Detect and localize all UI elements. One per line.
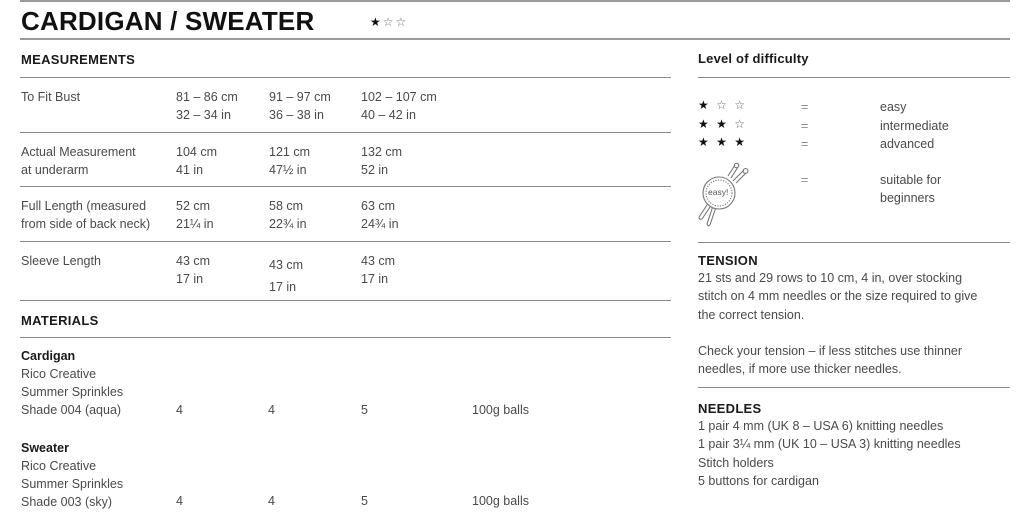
measurement-row-sleeve: Sleeve Length 43 cm 17 in 43 cm 17 in 43 cm 17 in xyxy=(21,254,396,294)
star-empty-icon: ☆ xyxy=(716,98,729,112)
divider xyxy=(20,337,671,338)
tension-section: TENSION 21 sts and 29 rows to 10 cm, 4 in, over stocking stitch on 4 mm needles or the size required to give the correct tension. Check your tension – if less stitches use thinner needles, if more use thicker needles. xyxy=(698,253,1010,378)
divider xyxy=(20,241,671,242)
quantity-unit: 100g balls xyxy=(472,403,529,417)
star-empty-icon: ☆ xyxy=(734,98,747,112)
divider xyxy=(698,387,1010,388)
needles-heading: NEEDLES xyxy=(698,401,762,416)
row-label: Sleeve Length xyxy=(21,254,101,268)
size-value: 102 – 107 cm xyxy=(361,90,437,104)
star-empty-icon: ☆ xyxy=(734,116,747,131)
divider xyxy=(20,77,671,78)
needles-section xyxy=(698,401,1010,490)
row-label: To Fit Bust xyxy=(21,90,81,104)
size-value: 43 cm xyxy=(361,254,396,268)
quantity-size-3: 5 xyxy=(361,494,368,508)
badge-text: easy! xyxy=(708,187,729,197)
difficulty-level-advanced: ★ ★ ★ = advanced xyxy=(698,135,1010,154)
star-filled-icon: ★ xyxy=(734,135,747,149)
star-filled-icon: ★ xyxy=(716,116,729,131)
row-label: Full Length (measured xyxy=(21,199,147,213)
material-sweater: Sweater Rico Creative Summer Sprinkles Shade 003 (sky) 4 4 5 100g balls xyxy=(21,439,671,511)
needle-item: Stitch holders xyxy=(698,455,774,470)
size-value: 43 cm xyxy=(269,258,304,272)
page-title: CARDIGAN / SWEATER xyxy=(21,6,315,36)
row-label: Actual Measurement xyxy=(21,145,136,159)
materials-heading: MATERIALS xyxy=(21,313,99,328)
quantity-unit: 100g balls xyxy=(472,494,529,508)
star-empty-icon: ☆ xyxy=(395,15,409,29)
size-value: 43 cm xyxy=(176,254,211,268)
quantity-size-1: 4 xyxy=(176,403,183,417)
needle-item: 1 pair 4 mm (UK 8 – USA 6) knitting needles xyxy=(698,419,944,433)
star-filled-icon: ★ xyxy=(370,15,383,29)
level-label: easy xyxy=(880,100,907,114)
star-filled-icon: ★ xyxy=(698,135,711,149)
title-rule xyxy=(20,38,1010,40)
size-value: 91 – 97 cm xyxy=(269,90,331,104)
material-name: Sweater xyxy=(21,441,69,455)
difficulty-legend xyxy=(698,98,1010,154)
easy-badge xyxy=(695,162,755,228)
level-label: advanced xyxy=(880,137,935,151)
measurement-row-bust: To Fit Bust 81 – 86 cm 32 – 34 in 91 – 97 cm 36 – 38 in 102 – 107 cm 40 – 42 in xyxy=(21,90,437,122)
difficulty-level-intermediate: ★ ★ ☆ = intermediate xyxy=(698,117,1010,136)
badge-description: suitable for beginners xyxy=(880,173,942,206)
needle-item: 1 pair 3¼ mm (UK 10 – USA 3) knitting needles xyxy=(698,437,961,452)
material-name: Cardigan xyxy=(21,349,76,363)
difficulty-heading: Level of difficulty xyxy=(698,51,809,66)
material-cardigan: Cardigan Rico Creative Summer Sprinkles Shade 004 (aqua) 4 4 5 100g balls xyxy=(21,347,671,419)
size-value: 63 cm xyxy=(361,199,396,213)
top-rule xyxy=(20,0,1010,2)
size-value: 58 cm xyxy=(269,199,304,213)
divider xyxy=(20,300,671,301)
difficulty-rating xyxy=(370,15,408,29)
measurement-row-actual: Actual Measurement at underarm 104 cm 41 in 121 cm 47½ in 132 cm 52 in xyxy=(21,145,402,177)
measurements-heading: MEASUREMENTS xyxy=(21,52,136,67)
size-value: 52 cm xyxy=(176,199,211,213)
difficulty-level-easy: ★ ☆ ☆ = easy xyxy=(698,98,1010,117)
tension-heading: TENSION xyxy=(698,253,758,268)
measurement-row-length: Full Length (measured from side of back neck) 52 cm 21¼ in 58 cm 22¾ in 63 cm 24¾ in xyxy=(21,199,399,231)
star-filled-icon: ★ xyxy=(698,116,711,131)
quantity-size-1: 4 xyxy=(176,494,183,508)
size-value: 132 cm xyxy=(361,145,402,159)
size-value: 121 cm xyxy=(269,145,310,159)
size-value: 81 – 86 cm xyxy=(176,90,238,104)
star-filled-icon: ★ xyxy=(716,135,729,149)
quantity-size-3: 5 xyxy=(361,403,368,417)
divider xyxy=(20,132,671,133)
quantity-size-2: 4 xyxy=(268,403,275,417)
divider xyxy=(20,186,671,187)
star-filled-icon: ★ xyxy=(698,98,711,112)
size-value: 104 cm xyxy=(176,145,217,159)
divider xyxy=(698,77,1010,78)
star-empty-icon: ☆ xyxy=(382,15,396,29)
quantity-size-2: 4 xyxy=(268,494,275,508)
level-label: intermediate xyxy=(880,118,949,133)
divider xyxy=(698,242,1010,243)
needle-item: 5 buttons for cardigan xyxy=(698,473,819,488)
